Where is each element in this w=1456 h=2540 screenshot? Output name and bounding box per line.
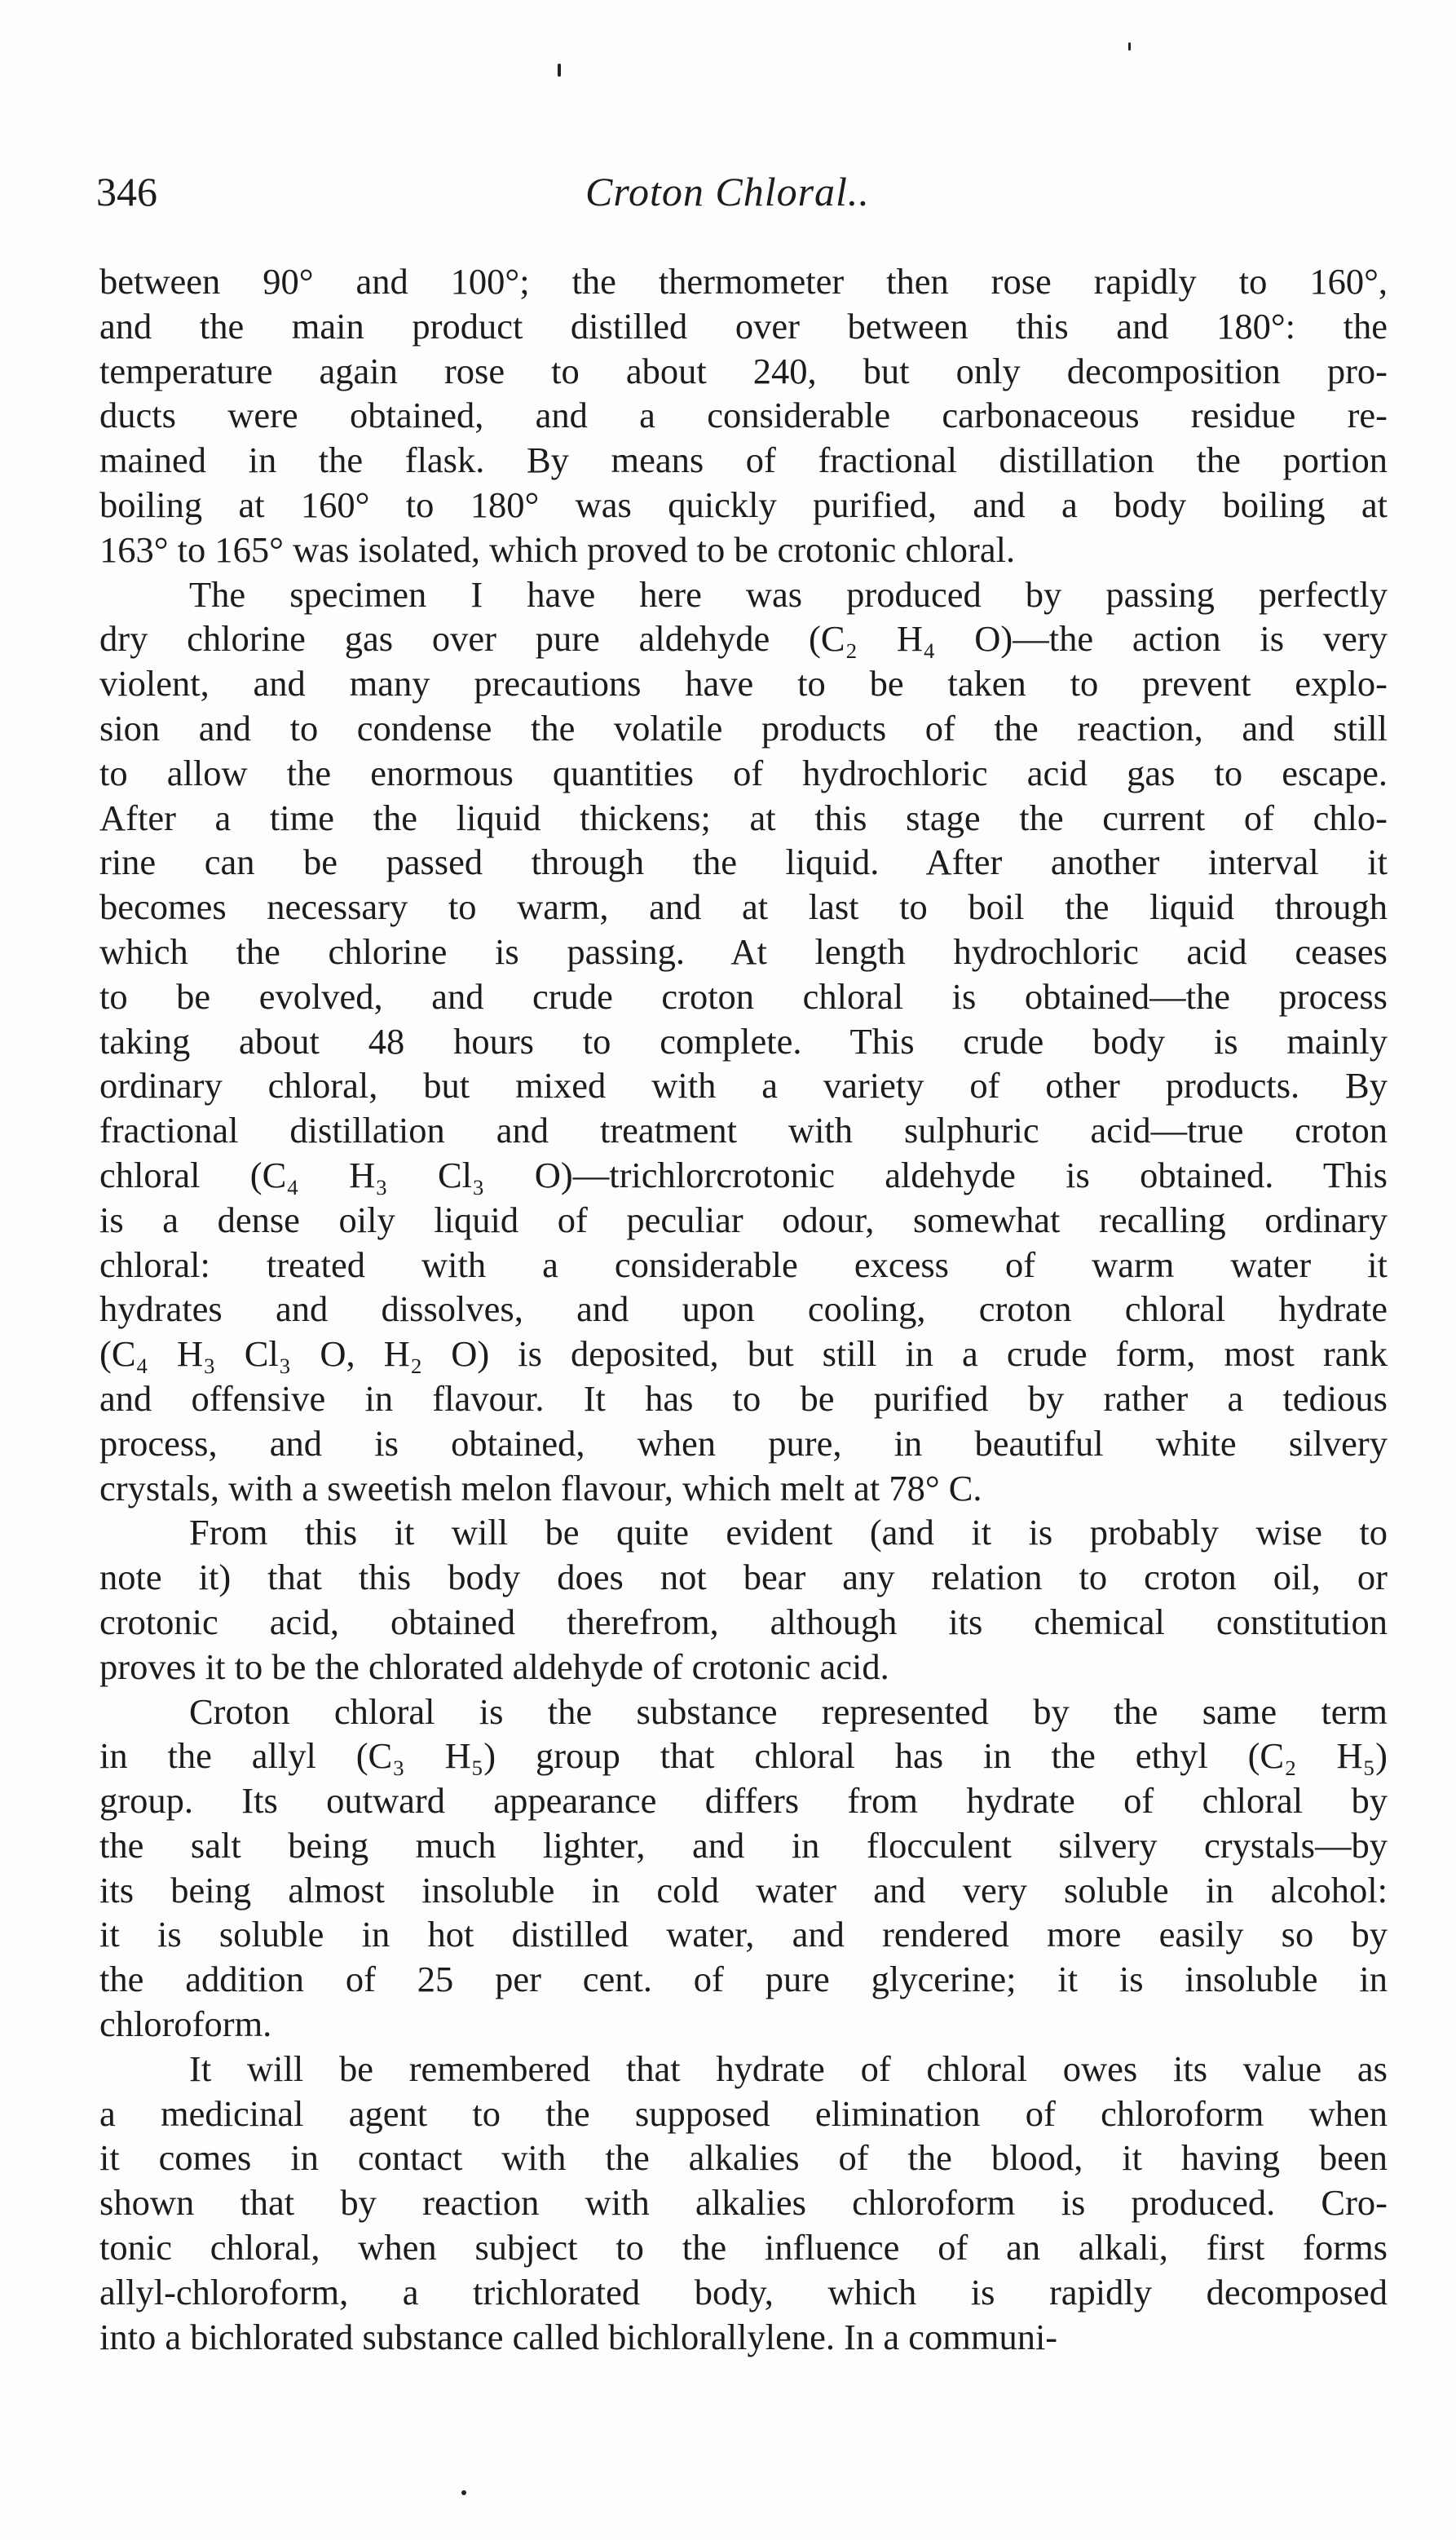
text-line: After a time the liquid thickens; at this stage the current of chlo-: [99, 797, 1388, 838]
paragraph: [99, 1510, 1388, 1689]
scan-speck: [461, 2490, 466, 2495]
text-line: to allow the enormous quantities of hydrochloric acid gas to escape.: [99, 752, 1388, 793]
body-text: [99, 259, 1388, 2359]
text-line: Croton chloral is the substance represented by the same term: [189, 1690, 1388, 1732]
text-line: chloroform.: [99, 2003, 272, 2045]
text-line: chloral: treated with a considerable excess of warm water it: [99, 1243, 1388, 1285]
text-line: It will be remembered that hydrate of chloral owes its value as: [189, 2047, 1388, 2089]
text-line: temperature again rose to about 240, but only decomposition pro-: [99, 350, 1388, 391]
text-line: rine can be passed through the liquid. After another interval it: [99, 842, 1388, 883]
text-line: process, and is obtained, when pure, in beautiful white silvery: [99, 1422, 1388, 1464]
text-line: and the main product distilled over between this and 180°: the: [99, 305, 1388, 347]
text-line: tonic chloral, when subject to the influence of an alkali, first forms: [99, 2227, 1388, 2268]
text-line: a medicinal agent to the supposed elimination of chloroform when: [99, 2092, 1388, 2134]
text-line: ordinary chloral, but mixed with a variety of other products. By: [99, 1065, 1388, 1107]
text-line: 163° to 165° was isolated, which proved to be crotonic chloral.: [99, 528, 1016, 570]
text-line: it comes in contact with the alkalies of the blood, it having been: [99, 2137, 1388, 2179]
text-line: The specimen I have here was produced by passing perfectly: [189, 573, 1388, 615]
text-line: sion and to condense the volatile products of the reaction, and still: [99, 707, 1388, 749]
running-head: [96, 167, 1401, 224]
text-line: shown that by reaction with alkalies chloroform is produced. Cro-: [99, 2182, 1388, 2224]
text-line: From this it will be quite evident (and it is probably wise to: [189, 1512, 1388, 1553]
text-line: the salt being much lighter, and in flocculent silvery crystals—by: [99, 1824, 1388, 1866]
text-line: to be evolved, and crude croton chloral is obtained—the process: [99, 975, 1388, 1017]
text-line: mained in the flask. By means of fractional distillation the portion: [99, 440, 1388, 481]
text-line: fractional distillation and treatment with sulphuric acid—true croton: [99, 1110, 1388, 1151]
running-title: Croton Chloral..: [585, 169, 870, 214]
text-line: in the allyl (C₃ H₅) group that chloral has in the ethyl (C₂ H₅): [99, 1735, 1388, 1777]
text-line: its being almost insoluble in cold water and very soluble in alcohol:: [99, 1869, 1388, 1911]
text-line: it is soluble in hot distilled water, and rendered more easily so by: [99, 1914, 1388, 1955]
scan-speck: [558, 64, 561, 77]
text-line: the addition of 25 per cent. of pure glycerine; it is insoluble in: [99, 1959, 1388, 2000]
paragraph: [99, 2047, 1388, 2360]
paragraph: [99, 572, 1388, 1511]
text-line: and offensive in flavour. It has to be purified by rather a tedious: [99, 1377, 1388, 1419]
text-line: group. Its outward appearance differs from hydrate of chloral by: [99, 1780, 1388, 1822]
text-line: taking about 48 hours to complete. This crude body is mainly: [99, 1020, 1388, 1062]
text-line: chloral (C₄ H₃ Cl₃ O)—trichlorcrotonic aldehyde is obtained. This: [99, 1154, 1388, 1195]
text-line: hydrates and dissolves, and upon cooling, croton chloral hydrate: [99, 1288, 1388, 1330]
text-line: (C₄ H₃ Cl₃ O, H₂ O) is deposited, but still in a crude form, most rank: [99, 1333, 1388, 1375]
text-line: is a dense oily liquid of peculiar odour, somewhat recalling ordinary: [99, 1199, 1388, 1240]
paragraph: [99, 1690, 1388, 2047]
text-line: crotonic acid, obtained therefrom, although its chemical constitution: [99, 1601, 1388, 1642]
text-line: proves it to be the chlorated aldehyde of crotonic acid.: [99, 1645, 889, 1687]
paragraph: [99, 259, 1388, 572]
text-line: crystals, with a sweetish melon flavour, which melt at 78° C.: [99, 1467, 982, 1509]
text-line: between 90° and 100°; the thermometer then rose rapidly to 160°,: [99, 261, 1388, 302]
text-line: violent, and many precautions have to be taken to prevent explo-: [99, 663, 1388, 705]
text-line: note it) that this body does not bear any relation to croton oil, or: [99, 1557, 1388, 1598]
text-line: allyl-chloroform, a trichlorated body, which is rapidly decomposed: [99, 2271, 1388, 2313]
text-line: ducts were obtained, and a considerable carbonaceous residue re-: [99, 395, 1388, 436]
page-number: 346: [96, 169, 157, 214]
text-line: boiling at 160° to 180° was quickly purified, and a body boiling at: [99, 484, 1388, 525]
text-line: which the chlorine is passing. At length hydrochloric acid ceases: [99, 930, 1388, 972]
scan-speck: [1128, 42, 1131, 51]
text-line: dry chlorine gas over pure aldehyde (C₂ H₄ O)—the action is very: [99, 618, 1388, 660]
text-line: into a bichlorated substance called bichlorallylene. In a communi-: [99, 2316, 1058, 2357]
text-line: becomes necessary to warm, and at last to boil the liquid through: [99, 886, 1388, 928]
